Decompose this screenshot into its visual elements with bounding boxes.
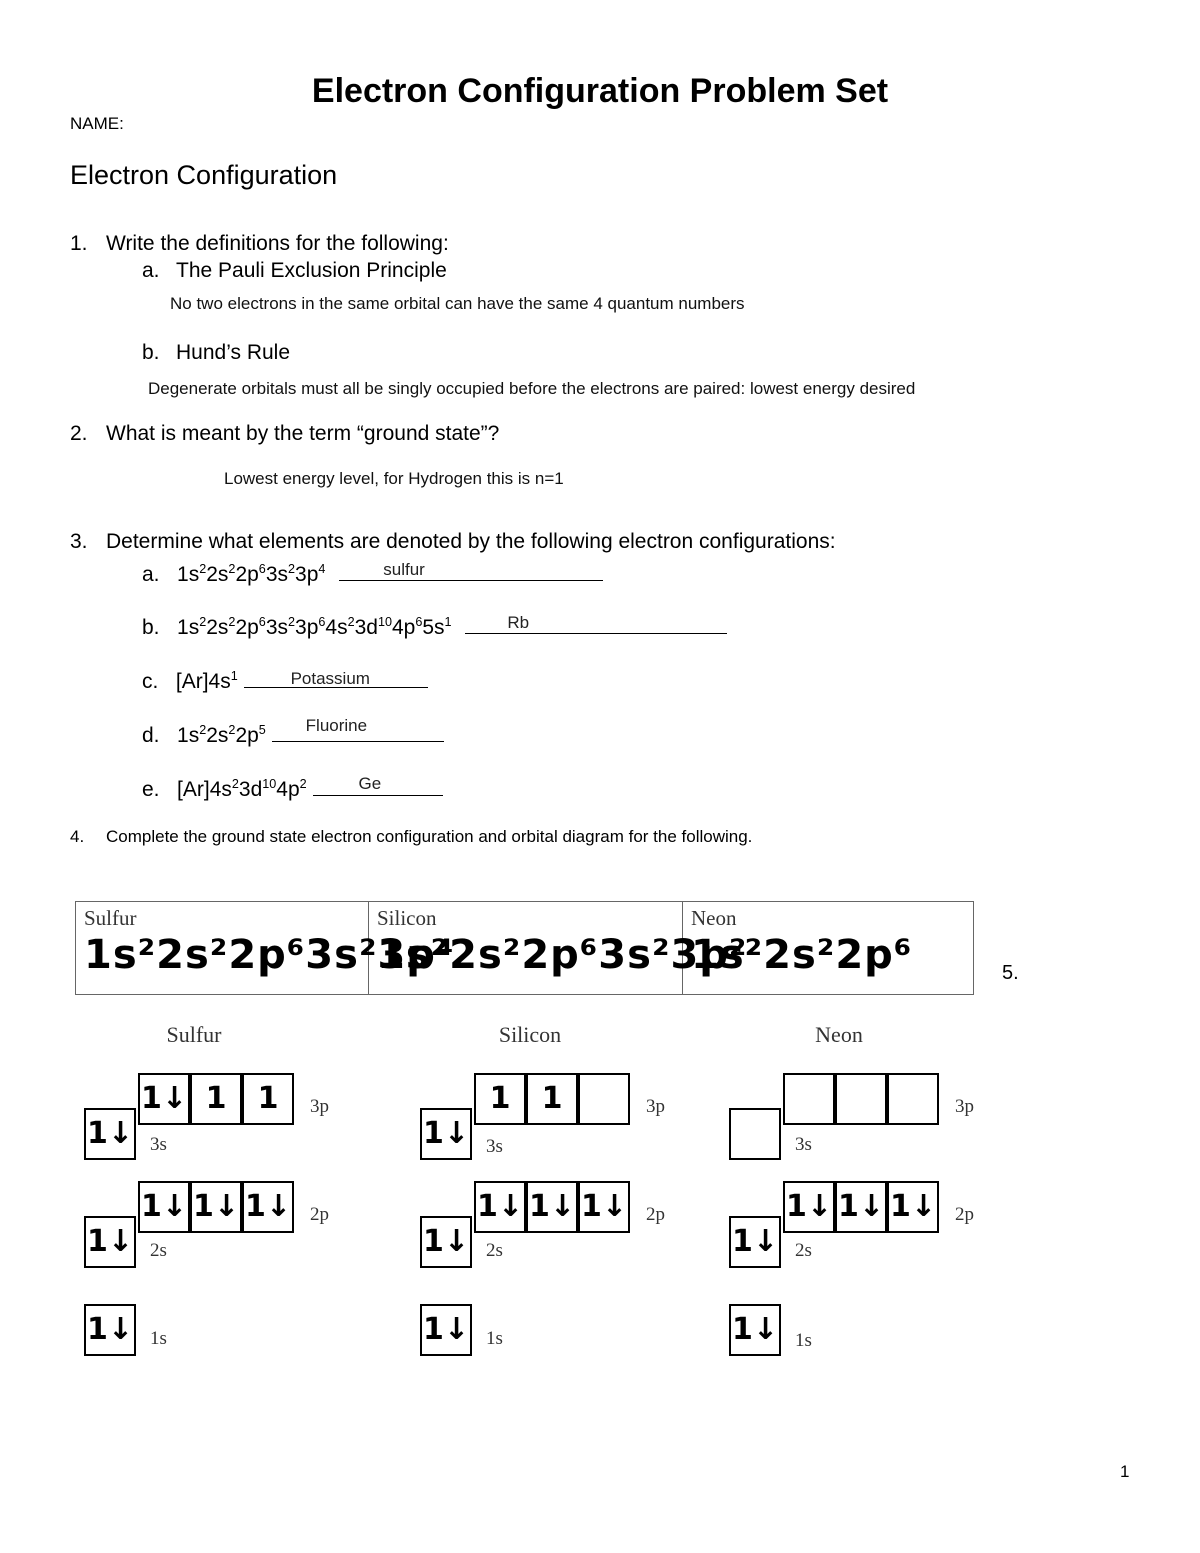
orbital-label-3p: 3p bbox=[955, 1096, 974, 1117]
q3a-answer: sulfur bbox=[383, 560, 425, 579]
orbital-box-2p-3[interactable]: 1↓ bbox=[578, 1181, 630, 1233]
q3-number: 3. bbox=[70, 530, 88, 553]
q3e-config: $[Ar]4s^23d^{10}4p^2$ bbox=[177, 777, 307, 801]
orbital-box-2p-2[interactable]: 1↓ bbox=[190, 1181, 242, 1233]
q3c-answer: Potassium bbox=[290, 669, 370, 688]
q3c-answer-field[interactable] bbox=[244, 665, 428, 688]
q3a-answer-field[interactable] bbox=[339, 558, 603, 581]
orbital-label-2s: 2s bbox=[795, 1240, 812, 1261]
diagram-title: Sulfur bbox=[166, 1022, 222, 1047]
orbital-box-1s[interactable]: 1↓ bbox=[84, 1304, 136, 1356]
q4-number: 4. bbox=[70, 827, 85, 846]
config-table bbox=[75, 901, 974, 995]
q2-number: 2. bbox=[70, 422, 88, 445]
orbital-box-2s[interactable]: 1↓ bbox=[729, 1216, 781, 1268]
q3d-row bbox=[142, 716, 444, 748]
q1b-label: b. bbox=[142, 341, 160, 364]
q3e-row bbox=[142, 773, 443, 802]
orbital-box-2p-2[interactable]: 1↓ bbox=[526, 1181, 578, 1233]
q2-text: What is meant by the term “ground state”? bbox=[106, 422, 500, 445]
orbital-box-1s[interactable]: 1↓ bbox=[729, 1304, 781, 1356]
orbital-diagram-neon bbox=[729, 1020, 1029, 1370]
orbital-box-3p-2[interactable]: 1 bbox=[526, 1073, 578, 1125]
q3d-config: $1s^22s^22p^5$ bbox=[177, 723, 266, 747]
orbital-box-2p-2[interactable]: 1↓ bbox=[835, 1181, 887, 1233]
orbital-box-3p-3[interactable] bbox=[578, 1073, 630, 1125]
orbital-box-3p-1[interactable] bbox=[783, 1073, 835, 1125]
q1b-text: Hund’s Rule bbox=[176, 341, 291, 364]
orbital-box-3s[interactable] bbox=[729, 1108, 781, 1160]
q3d-label: d. bbox=[142, 724, 160, 747]
q1a-label: a. bbox=[142, 259, 160, 282]
config-element-label: Neon bbox=[691, 906, 737, 930]
orbital-label-2s: 2s bbox=[150, 1240, 167, 1261]
q1-text: Write the definitions for the following: bbox=[106, 232, 449, 255]
q3a-row bbox=[142, 558, 603, 587]
orbital-diagram-silicon bbox=[420, 1020, 720, 1370]
config-handwritten: 1s²2s²2p⁶ bbox=[691, 932, 913, 978]
q3b-answer: Rb bbox=[507, 613, 530, 632]
q1-number: 1. bbox=[70, 232, 88, 255]
orbital-box-3s[interactable]: 1↓ bbox=[84, 1108, 136, 1160]
orbital-box-2p-1[interactable]: 1↓ bbox=[474, 1181, 526, 1233]
q3a-label: a. bbox=[142, 563, 160, 586]
config-cell-neon[interactable] bbox=[683, 902, 974, 995]
q3c-config: $[Ar]4s^1$ bbox=[175, 669, 238, 693]
q3b-row bbox=[142, 611, 727, 640]
config-element-label: Sulfur bbox=[84, 906, 137, 930]
orbital-label-1s: 1s bbox=[150, 1328, 167, 1349]
orbital-box-2s[interactable]: 1↓ bbox=[420, 1216, 472, 1268]
q3e-answer-field[interactable] bbox=[313, 773, 443, 796]
q1a-answer: No two electrons in the same orbital can have the same 4 quantum numbers bbox=[170, 294, 745, 313]
name-label: NAME: bbox=[70, 114, 124, 133]
q5-number: 5. bbox=[1002, 962, 1019, 984]
q3d-answer-field[interactable] bbox=[272, 716, 444, 742]
orbital-box-3p-1[interactable]: 1 bbox=[474, 1073, 526, 1125]
q3b-answer-field[interactable] bbox=[465, 611, 727, 634]
config-handwritten: 1s²2s²2p⁶3s²3p⁴ bbox=[84, 932, 455, 978]
section-title: Electron Configuration bbox=[70, 160, 338, 190]
orbital-label-2s: 2s bbox=[486, 1240, 503, 1261]
orbital-box-3p-1[interactable]: 1↓ bbox=[138, 1073, 190, 1125]
orbital-box-2p-1[interactable]: 1↓ bbox=[138, 1181, 190, 1233]
orbital-box-2p-3[interactable]: 1↓ bbox=[242, 1181, 294, 1233]
q3e-label: e. bbox=[142, 778, 160, 801]
orbital-box-2s[interactable]: 1↓ bbox=[84, 1216, 136, 1268]
q3c-row bbox=[142, 665, 428, 694]
orbital-label-1s: 1s bbox=[795, 1330, 812, 1351]
orbital-label-2p: 2p bbox=[310, 1204, 329, 1225]
orbital-label-2p: 2p bbox=[646, 1204, 665, 1225]
q3a-config: $1s^22s^22p^63s^23p^4$ bbox=[177, 562, 326, 586]
orbital-box-3p-3[interactable] bbox=[887, 1073, 939, 1125]
q3d-answer: Fluorine bbox=[305, 716, 368, 735]
page-number: 1 bbox=[1120, 1462, 1130, 1481]
orbital-label-3s: 3s bbox=[150, 1134, 167, 1155]
orbital-box-3s[interactable]: 1↓ bbox=[420, 1108, 472, 1160]
orbital-diagram-sulfur bbox=[84, 1020, 384, 1370]
q3b-label: b. bbox=[142, 616, 160, 639]
config-element-label: Silicon bbox=[377, 906, 437, 930]
orbital-box-3p-3[interactable]: 1 bbox=[242, 1073, 294, 1125]
orbital-box-1s[interactable]: 1↓ bbox=[420, 1304, 472, 1356]
q3e-answer: Ge bbox=[358, 774, 382, 793]
q3c-label: c. bbox=[142, 670, 159, 693]
page-title: Electron Configuration Problem Set bbox=[311, 72, 889, 110]
diagram-title: Neon bbox=[815, 1022, 863, 1047]
orbital-label-1s: 1s bbox=[486, 1328, 503, 1349]
q1a-text: The Pauli Exclusion Principle bbox=[176, 259, 447, 282]
q2-answer: Lowest energy level, for Hydrogen this is n=1 bbox=[224, 469, 564, 488]
q3-text: Determine what elements are denoted by the following electron configurations: bbox=[106, 530, 836, 553]
orbital-label-3s: 3s bbox=[486, 1136, 503, 1157]
orbital-box-3p-2[interactable]: 1 bbox=[190, 1073, 242, 1125]
orbital-label-3p: 3p bbox=[310, 1096, 329, 1117]
orbital-label-3s: 3s bbox=[795, 1134, 812, 1155]
q3b-config: $1s^22s^22p^63s^23p^64s^23d^{10}4p^65s^1$ bbox=[177, 615, 452, 639]
diagram-title: Silicon bbox=[498, 1022, 562, 1047]
orbital-box-3p-2[interactable] bbox=[835, 1073, 887, 1125]
orbital-box-2p-1[interactable]: 1↓ bbox=[783, 1181, 835, 1233]
q1b-answer: Degenerate orbitals must all be singly occupied before the electrons are paired: lowest energy desired bbox=[148, 379, 916, 398]
orbital-label-3p: 3p bbox=[646, 1096, 665, 1117]
q4-text: Complete the ground state electron configuration and orbital diagram for the following. bbox=[106, 827, 753, 846]
orbital-box-2p-3[interactable]: 1↓ bbox=[887, 1181, 939, 1233]
config-handwritten: 1s²2s²2p⁶3s²3p² bbox=[377, 932, 748, 978]
orbital-label-2p: 2p bbox=[955, 1204, 974, 1225]
